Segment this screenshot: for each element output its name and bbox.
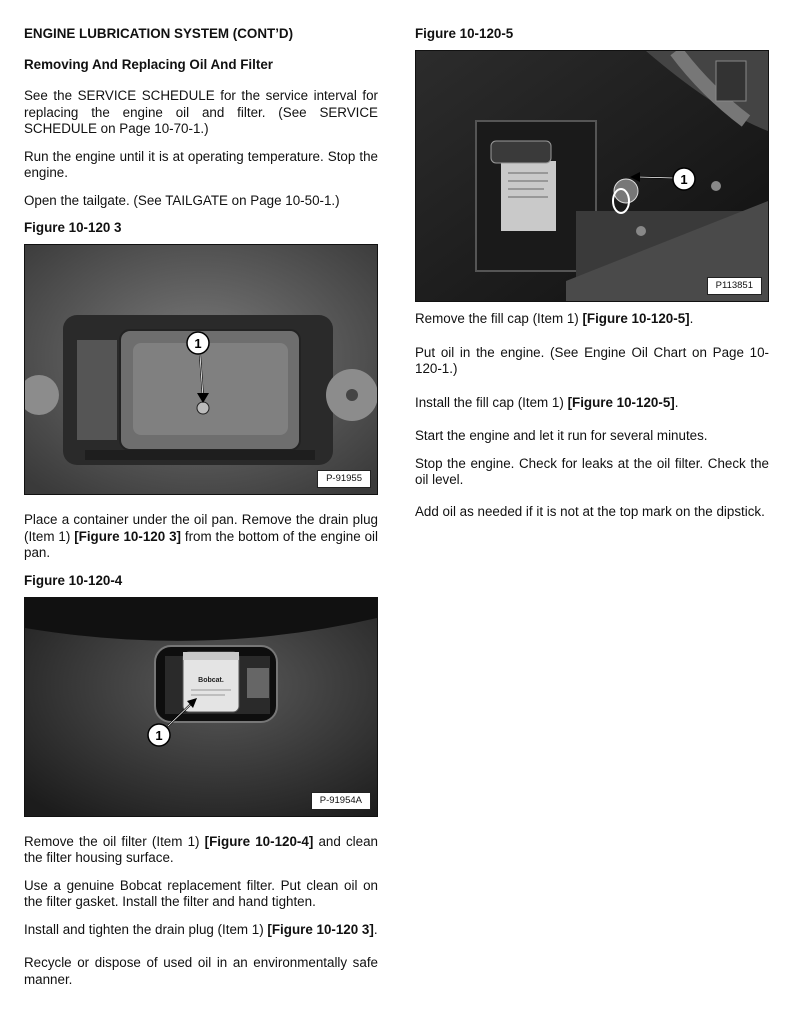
svg-text:1: 1 — [680, 172, 688, 187]
paragraph-service-interval: See the SERVICE SCHEDULE for the service interval for replacing the engine oil and filter. (See SERVICE SCHEDULE on Page 10-70-1.) — [24, 88, 378, 136]
figure-5-code: P113851 — [707, 277, 762, 295]
paragraph-install-fill-cap: Install the fill cap (Item 1) [Figure 10-120-5]. — [415, 394, 679, 410]
paragraph-add-oil: Add oil as needed if it is not at the top mark on the dipstick. — [415, 503, 765, 519]
figure-ref: [Figure 10-120-5] — [582, 311, 690, 326]
figure-3-code: P-91955 — [317, 470, 371, 488]
svg-text:1: 1 — [194, 336, 202, 351]
oil-filter-illustration — [25, 598, 377, 816]
figure-3-label: Figure 10-120 3 — [24, 220, 122, 235]
figure-4-oil-filter-photo — [24, 597, 378, 817]
figure-ref: [Figure 10-120 3] — [74, 528, 181, 544]
paragraph-check-leaks: Stop the engine. Check for leaks at the oil filter. Check the oil level. — [415, 455, 769, 487]
page-heading: ENGINE LUBRICATION SYSTEM (CONT’D) — [24, 26, 294, 41]
right-column — [415, 26, 769, 531]
paragraph-recycle-oil: Recycle or dispose of used oil in an environmentally safe manner. — [24, 955, 378, 987]
figure-5-label: Figure 10-120-5 — [415, 26, 514, 41]
paragraph-remove-filter: Remove the oil filter (Item 1) [Figure 10-120-4] and clean the filter housing surface. — [24, 833, 378, 865]
figure-ref: [Figure 10-120 3] — [267, 921, 374, 937]
paragraph-drain-plug: Place a container under the oil pan. Remove the drain plug (Item 1) [Figure 10-120 3] from the bottom of the engine oil pan. — [24, 512, 378, 560]
paragraph-remove-fill-cap: Remove the fill cap (Item 1) [Figure 10-120-5]. — [415, 311, 694, 326]
paragraph-run-engine: Run the engine until it is at operating temperature. Stop the engine. — [24, 148, 378, 180]
paragraph-start-engine: Start the engine and let it run for several minutes. — [415, 428, 708, 443]
paragraph-put-oil: Put oil in the engine. (See Engine Oil Chart on Page 10-120-1.) — [415, 344, 769, 376]
figure-ref: [Figure 10-120-5] — [567, 394, 675, 410]
figure-4-label: Figure 10-120-4 — [24, 572, 123, 588]
paragraph-open-tailgate: Open the tailgate. (See TAILGATE on Page 10-50-1.) — [24, 192, 340, 208]
figure-5-fill-cap-photo — [415, 50, 769, 302]
paragraph-install-drain-plug: Install and tighten the drain plug (Item 1) [Figure 10-120 3]. — [24, 921, 378, 937]
figure-3-oil-pan-photo — [24, 244, 378, 495]
left-column — [24, 26, 378, 999]
paragraph-genuine-filter: Use a genuine Bobcat replacement filter. Put clean oil on the filter gasket. Install the filter and hand tighten. — [24, 877, 378, 909]
fill-cap-illustration — [416, 51, 768, 301]
oil-pan-illustration — [25, 245, 377, 494]
svg-text:1: 1 — [155, 727, 163, 743]
figure-ref: [Figure 10-120-4] — [204, 833, 314, 849]
section-subheading: Removing And Replacing Oil And Filter — [24, 57, 273, 72]
svg-text:Bobcat.: Bobcat. — [198, 676, 224, 684]
figure-4-code: P-91954A — [311, 792, 371, 810]
